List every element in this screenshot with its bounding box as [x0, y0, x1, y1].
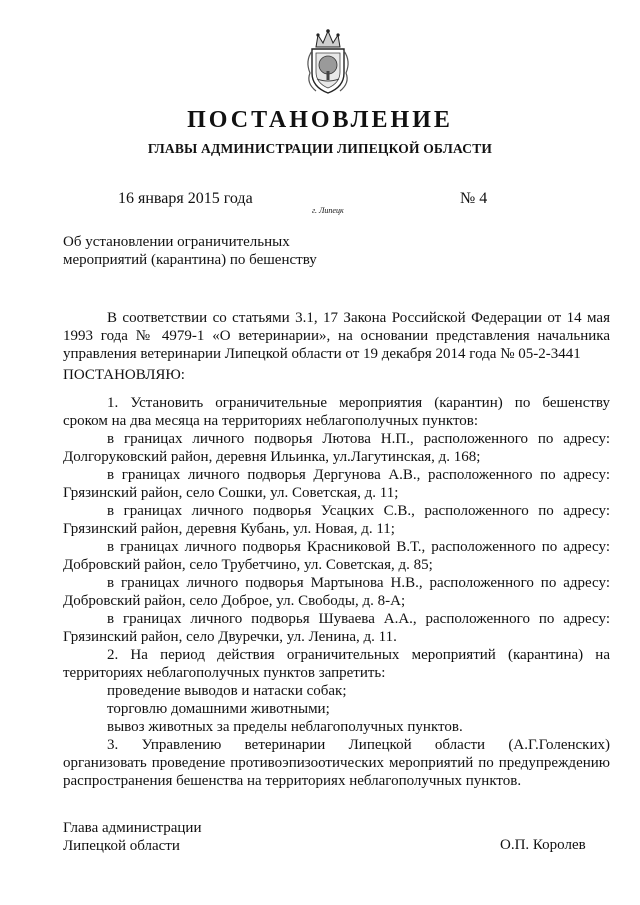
signature-position	[63, 819, 201, 855]
decree-item-line: торговлю домашними животными;	[107, 701, 330, 717]
decree-item-line: в границах личного подворья Дергунова А.В., расположенного по адресу:	[107, 467, 610, 483]
decree-item-line: Добровский район, село Трубетчино, ул. Советская, д. 85;	[63, 557, 433, 573]
decree-item-line: Грязинский район, село Двуречки, ул. Ленина, д. 11.	[63, 629, 397, 645]
decree-item-line: в границах личного подворья Красниковой В.Т., расположенного по адресу:	[107, 539, 610, 555]
document-title: ПОСТАНОВЛЕНИЕ	[187, 107, 453, 133]
decree-item-line: Грязинский район, деревня Кубань, ул. Новая, д. 11;	[63, 521, 395, 537]
signature-position-line: Липецкой области	[63, 838, 180, 854]
signature-name: О.П. Королев	[500, 837, 586, 853]
decree-item-line: в границах личного подворья Лютова Н.П., расположенного по адресу:	[107, 431, 610, 447]
preamble-paragraph	[63, 309, 610, 363]
document-date: 16 января 2015 года	[118, 190, 253, 207]
decree-item-line: Долгоруковский район, деревня Ильинка, ул.Лагутинская, д. 168;	[63, 449, 481, 465]
document-subject	[63, 233, 383, 269]
decree-item-line: Добровский район, село Доброе, ул. Свободы, д. 8-А;	[63, 593, 406, 609]
lipetsk-coat-of-arms-icon	[302, 27, 354, 95]
preamble-line: 1993 года № 4979-1 «О ветеринарии», на основании представления начальника	[63, 328, 610, 344]
subject-line: мероприятий (карантина) по бешенству	[63, 252, 317, 268]
document-subtitle: ГЛАВЫ АДМИНИСТРАЦИИ ЛИПЕЦКОЙ ОБЛАСТИ	[147, 141, 493, 156]
preamble-line: управления ветеринарии Липецкой области от 19 декабря 2014 года № 05-2-3441	[63, 346, 581, 362]
document-number: № 4	[460, 190, 488, 207]
decree-item-line: Грязинский район, село Сошки, ул. Советская, д. 11;	[63, 485, 399, 501]
decree-item-line: проведение выводов и натаски собак;	[107, 683, 347, 699]
decree-item-line: распространения бешенства на территориях неблагополучных пунктов.	[63, 773, 522, 789]
decree-item-line: организовать проведение противоэпизоотических мероприятий по предупреждению	[63, 755, 610, 771]
decree-item-line: 2. На период действия ограничительных мероприятий (карантина) на	[107, 647, 610, 663]
decree-heading: ПОСТАНОВЛЯЮ:	[63, 367, 185, 383]
decree-item-line: в границах личного подворья Шуваева А.А., расположенного по адресу:	[107, 611, 610, 627]
decree-item-line: 3. Управлению ветеринарии Липецкой области (А.Г.Голенских)	[107, 737, 610, 753]
decree-item-line: территориях неблагополучных пунктов запретить:	[63, 665, 386, 681]
decree-items	[63, 394, 610, 790]
subject-line: Об установлении ограничительных	[63, 234, 290, 250]
decree-item-line: сроком на два месяца на территориях неблагополучных пунктов:	[63, 413, 479, 429]
decree-item-line: вывоз животных за пределы неблагополучных пунктов.	[107, 719, 463, 735]
decree-item-line: в границах личного подворья Усацких С.В., расположенного по адресу:	[107, 503, 610, 519]
preamble-line: В соответствии со статьями 3.1, 17 Закона Российской Федерации от 14 мая	[107, 310, 610, 326]
decree-item-line: 1. Установить ограничительные мероприятия (карантин) по бешенству	[107, 395, 610, 411]
document-city: г. Липецк	[312, 206, 344, 215]
signature-position-line: Глава администрации	[63, 820, 202, 836]
decree-item-line: в границах личного подворья Мартынова Н.В., расположенного по адресу:	[107, 575, 610, 591]
